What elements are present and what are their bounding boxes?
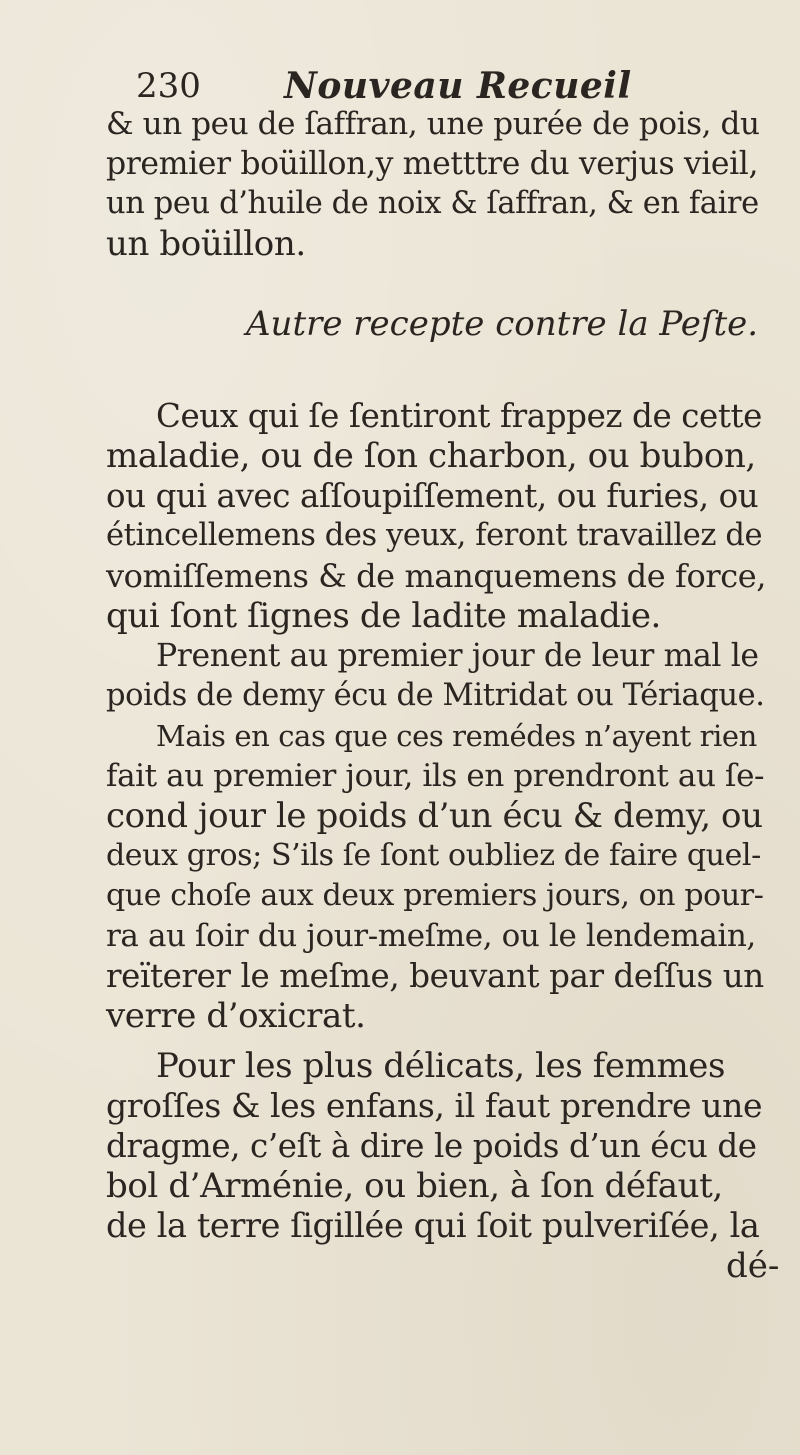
text-line: deux gros; S’ils ſe ſont oubliez de faire quel- — [106, 838, 761, 873]
text-line: poids de demy écu de Mitridat ou Tériaque. — [106, 678, 765, 713]
text-line: reïterer le meſme, beuvant par deſſus un — [106, 957, 764, 995]
text-line: que choſe aux deux premiers jours, on pour- — [106, 878, 764, 913]
catchword: dé- — [726, 1246, 780, 1286]
paragraph-first-line: Ceux qui ſe ſentiront frappez de cette — [156, 397, 763, 435]
text-line: maladie, ou de ſon charbon, ou bubon, — [106, 436, 756, 476]
text-line: & un peu de ſaffran, une purée de pois, du — [106, 106, 760, 142]
text-line: fait au premier jour, ils en prendront au ſe- — [106, 758, 765, 794]
text-line: un boüillon. — [106, 224, 306, 264]
section-title: Autre recepte contre la Peſte. — [246, 304, 759, 344]
text-line: de la terre ſigillée qui ſoit pulveriſée, la — [106, 1206, 760, 1245]
paragraph-first-line: Prenent au premier jour de leur mal le — [156, 638, 759, 674]
paragraph-first-line: Pour les plus délicats, les femmes — [156, 1046, 726, 1086]
text-line: ou qui avec aſſoupiſſement, ou furies, ou — [106, 477, 759, 515]
paragraph-first-line: Mais en cas que ces remédes n’ayent rien — [156, 719, 757, 753]
page-number: 230 — [136, 66, 201, 106]
text-line: verre d’oxicrat. — [106, 996, 366, 1036]
text-line: étincellemens des yeux, feront travaillez de — [106, 518, 763, 553]
text-line: premier boüillon,y metttre du verjus vieil, — [106, 146, 759, 182]
text-line: groſſes & les enfans, il faut prendre une — [106, 1086, 763, 1125]
text-line: un peu d’huile de noix & ſaffran, & en faire — [106, 186, 759, 221]
text-line: qui ſont ſignes de ladite maladie. — [106, 596, 661, 636]
text-line: dragme, c’eſt à dire le poids d’un écu de — [106, 1127, 757, 1165]
text-line: cond jour le poids d’un écu & demy, ou — [106, 796, 763, 836]
text-line: bol d’Arménie, ou bien, à ſon défaut, — [106, 1166, 723, 1206]
text-line: ra au ſoir du jour-meſme, ou le lendemain, — [106, 918, 756, 954]
page-header — [136, 66, 736, 106]
running-title: Nouveau Recueil — [284, 65, 632, 107]
text-line: vomiſſemens & de manquemens de force, — [106, 557, 767, 595]
